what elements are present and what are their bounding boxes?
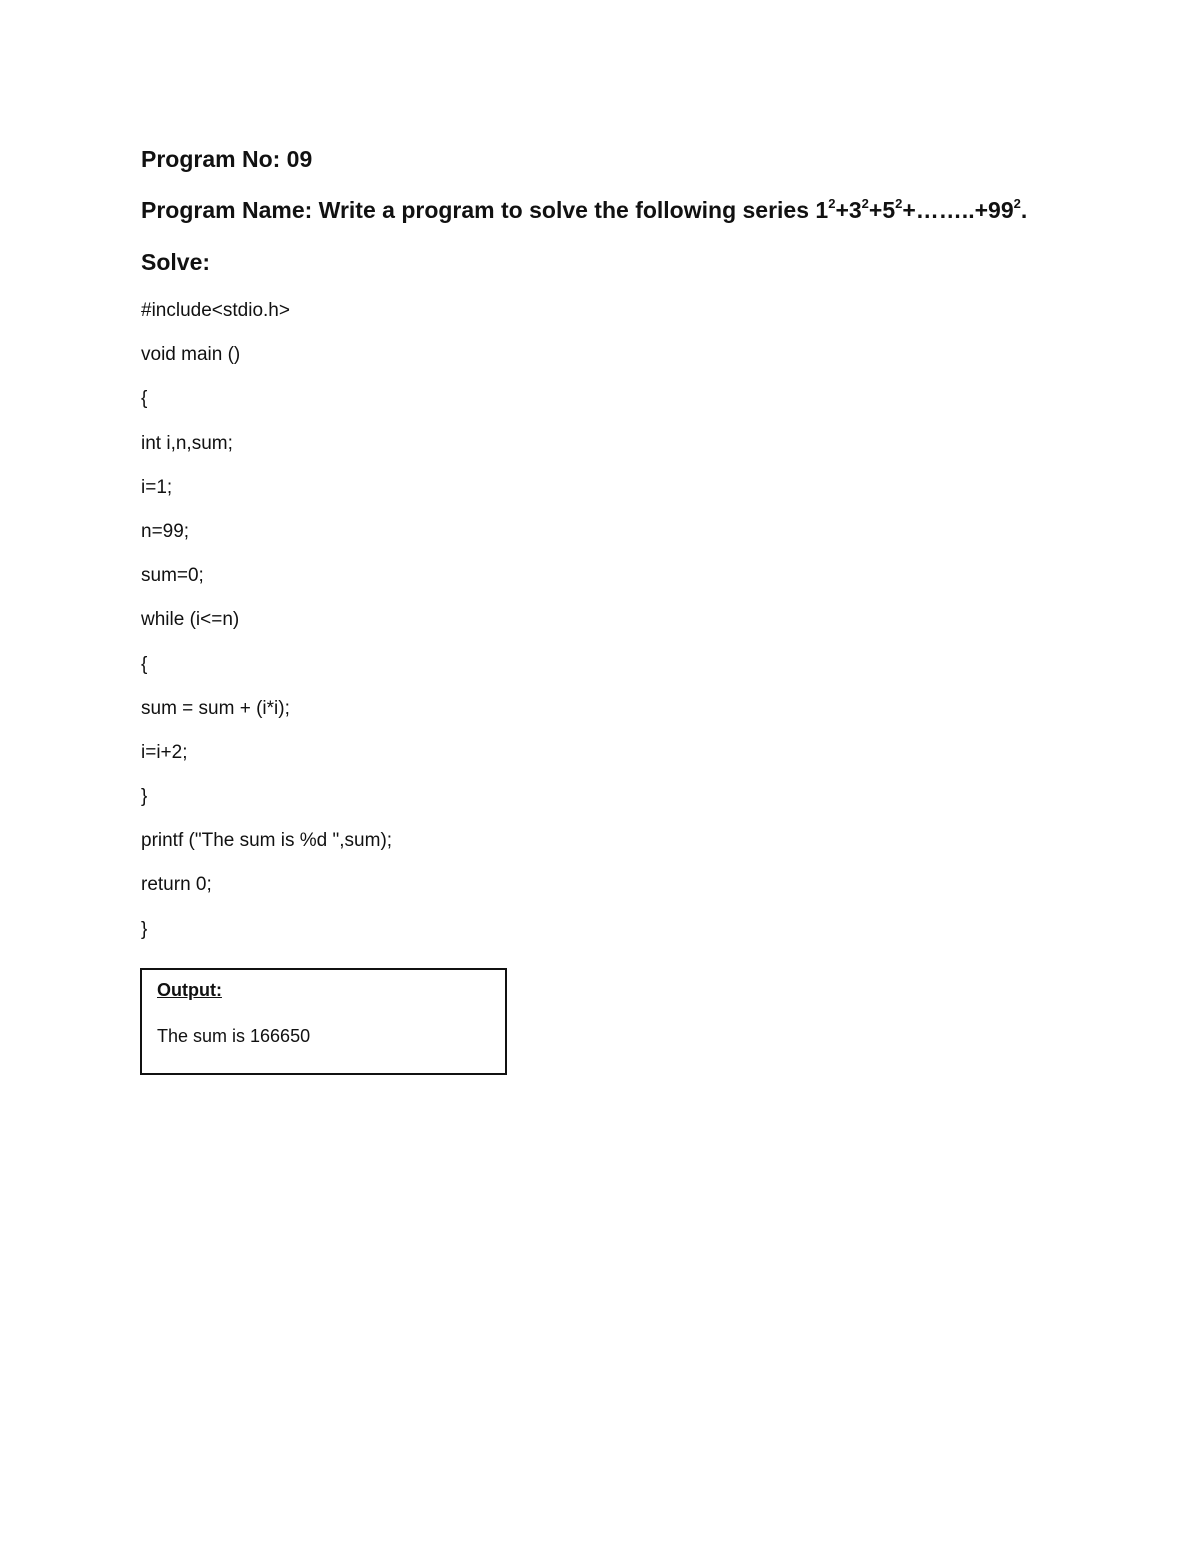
code-line: i=1; bbox=[141, 476, 173, 498]
code-line: return 0; bbox=[141, 874, 212, 896]
output-text: The sum is 166650 bbox=[157, 1026, 311, 1046]
output-title: Output: bbox=[157, 980, 222, 1000]
code-line: i=i+2; bbox=[141, 741, 188, 763]
code-line: n=99; bbox=[141, 520, 190, 542]
code-line: sum = sum + (i*i); bbox=[141, 697, 290, 719]
code-line: { bbox=[141, 388, 148, 410]
code-line: printf ("The sum is %d ",sum); bbox=[141, 830, 393, 852]
solve-heading: Solve: bbox=[141, 249, 211, 275]
series-term: $99^2$. bbox=[988, 196, 1028, 223]
code-line: int i,n,sum; bbox=[141, 432, 233, 454]
code-line: { bbox=[141, 653, 148, 675]
code-line: while (i<=n) bbox=[141, 609, 240, 631]
program-number-heading: Program No: 09 bbox=[141, 146, 313, 172]
code-listing bbox=[141, 296, 392, 959]
program-name-heading bbox=[141, 195, 1027, 225]
code-line: } bbox=[141, 918, 148, 940]
series-term: $1^2+$ bbox=[815, 196, 849, 223]
series-term: $3^2+$ bbox=[848, 196, 883, 223]
series-term: $5^2+\dots\dots..+$ bbox=[882, 196, 989, 223]
code-line: sum=0; bbox=[141, 565, 204, 587]
code-line: #include<stdio.h> bbox=[141, 300, 290, 321]
code-line: void main () bbox=[141, 344, 241, 366]
output-box bbox=[140, 968, 507, 1075]
code-line: } bbox=[141, 786, 148, 808]
program-name-prefix: Program Name: Write a program to solve the following series bbox=[141, 197, 816, 223]
